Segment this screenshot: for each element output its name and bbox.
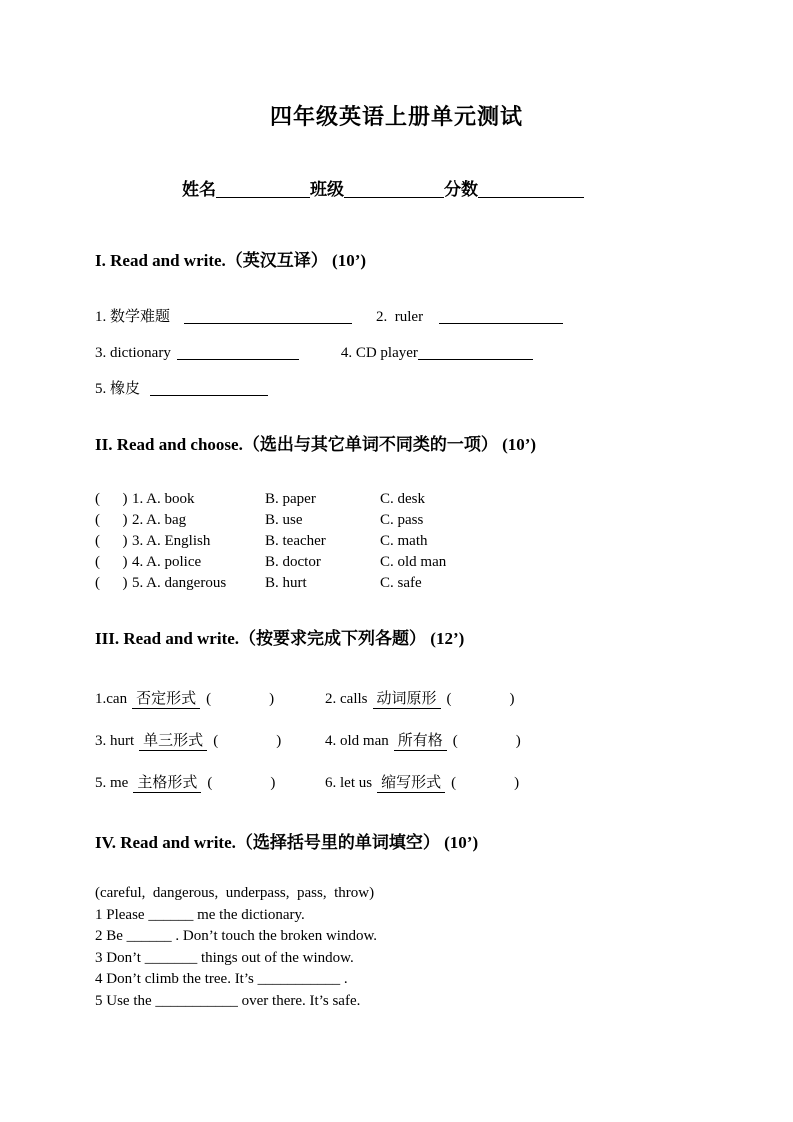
option-a: 1. A. book (132, 491, 195, 507)
option-b: B. paper (265, 491, 316, 507)
fill-in-line: 4 Don’t climb the tree. It’s ___________ . (95, 971, 348, 987)
option-a: 4. A. police (132, 554, 202, 570)
translation-row (95, 377, 698, 400)
answer-blank (439, 308, 563, 324)
answer-parentheses: ( ) (95, 533, 128, 549)
choose-row (95, 489, 698, 510)
option-b: B. hurt (265, 575, 307, 591)
choose-row (95, 573, 698, 594)
class-blank (344, 180, 444, 198)
option-b: B. teacher (265, 533, 326, 549)
grammar-term: 主格形式 (133, 775, 201, 793)
option-c: C. old man (380, 554, 447, 570)
option-c: C. math (380, 533, 428, 549)
translation-item: 3. dictionary (95, 345, 171, 361)
item-word: 1.can (95, 691, 128, 707)
transform-item (325, 773, 698, 794)
class-label: 班级 (310, 180, 344, 199)
transform-item (95, 689, 325, 710)
section-3-heading: III. Read and write.（按要求完成下列各题） (12’) (95, 629, 465, 648)
fill-in-line: 5 Use the ___________ over there. It’s safe. (95, 992, 361, 1009)
option-b: B. use (265, 512, 303, 528)
option-c: C. desk (380, 491, 425, 507)
section-1-heading: I. Read and write.（英汉互译） (10’) (95, 251, 367, 270)
open-paren: ( (451, 775, 457, 791)
grammar-term: 单三形式 (139, 733, 207, 751)
transform-item (325, 731, 698, 752)
name-blank (216, 180, 310, 198)
score-blank (478, 180, 584, 198)
translation-item: 1. 数学难题 (95, 309, 171, 325)
option-a: 3. A. English (132, 533, 211, 549)
section-4-heading: IV. Read and write.（选择括号里的单词填空） (10’) (95, 833, 479, 852)
translation-item: 2. ruler (376, 309, 424, 325)
open-paren: ( (446, 691, 452, 707)
transform-row (95, 689, 698, 710)
transform-row (95, 731, 698, 752)
transform-item (95, 773, 325, 794)
option-a: 5. A. dangerous (132, 575, 227, 591)
grammar-term: 动词原形 (373, 691, 441, 709)
answer-blank (418, 344, 533, 360)
fill-in-line: 2 Be ______ . Don’t touch the broken window. (95, 928, 378, 944)
close-paren: ) (276, 733, 282, 749)
answer-parentheses: ( ) (95, 554, 128, 570)
transform-item (95, 731, 325, 752)
student-info-line (95, 175, 698, 200)
name-label: 姓名 (182, 180, 216, 199)
translation-item: 4. CD player (340, 345, 418, 361)
open-paren: ( (206, 691, 212, 707)
grammar-term: 否定形式 (132, 691, 200, 709)
transform-item (325, 689, 698, 710)
open-paren: ( (213, 733, 219, 749)
grammar-term: 所有格 (394, 733, 447, 751)
open-paren: ( (452, 733, 458, 749)
item-word: 3. hurt (95, 733, 135, 749)
fill-in-line: 1 Please ______ me the dictionary. (95, 906, 305, 923)
grammar-term: 缩写形式 (377, 775, 445, 793)
choose-row (95, 552, 698, 573)
close-paren: ) (509, 691, 515, 707)
close-paren: ) (515, 733, 521, 749)
answer-parentheses: ( ) (95, 512, 128, 528)
translation-row (95, 305, 698, 328)
answer-blank (184, 308, 352, 324)
paper-title: 四年级英语上册单元测试 (269, 104, 523, 129)
option-b: B. doctor (265, 554, 321, 570)
item-word: 6. let us (325, 775, 373, 791)
translation-item: 5. 橡皮 (95, 381, 141, 397)
answer-parentheses: ( ) (95, 575, 128, 591)
choose-row (95, 531, 698, 552)
option-c: C. pass (380, 512, 424, 528)
choose-row (95, 510, 698, 531)
close-paren: ) (269, 691, 275, 707)
open-paren: ( (207, 775, 213, 791)
section-2-heading: II. Read and choose.（选出与其它单词不同类的一项） (10’) (95, 435, 537, 454)
item-word: 2. calls (325, 691, 368, 707)
transform-row (95, 773, 698, 794)
close-paren: ) (514, 775, 520, 791)
fill-in-line: 3 Don’t _______ things out of the window. (95, 949, 354, 966)
item-word: 5. me (95, 775, 129, 791)
translation-row (95, 341, 698, 364)
word-bank: (careful, dangerous, underpass, pass, throw) (95, 885, 375, 901)
option-a: 2. A. bag (132, 512, 187, 528)
score-label: 分数 (444, 180, 478, 199)
answer-parentheses: ( ) (95, 491, 128, 507)
item-word: 4. old man (325, 733, 389, 749)
close-paren: ) (270, 775, 276, 791)
answer-blank (150, 380, 268, 396)
option-c: C. safe (380, 575, 422, 591)
answer-blank (177, 344, 299, 360)
